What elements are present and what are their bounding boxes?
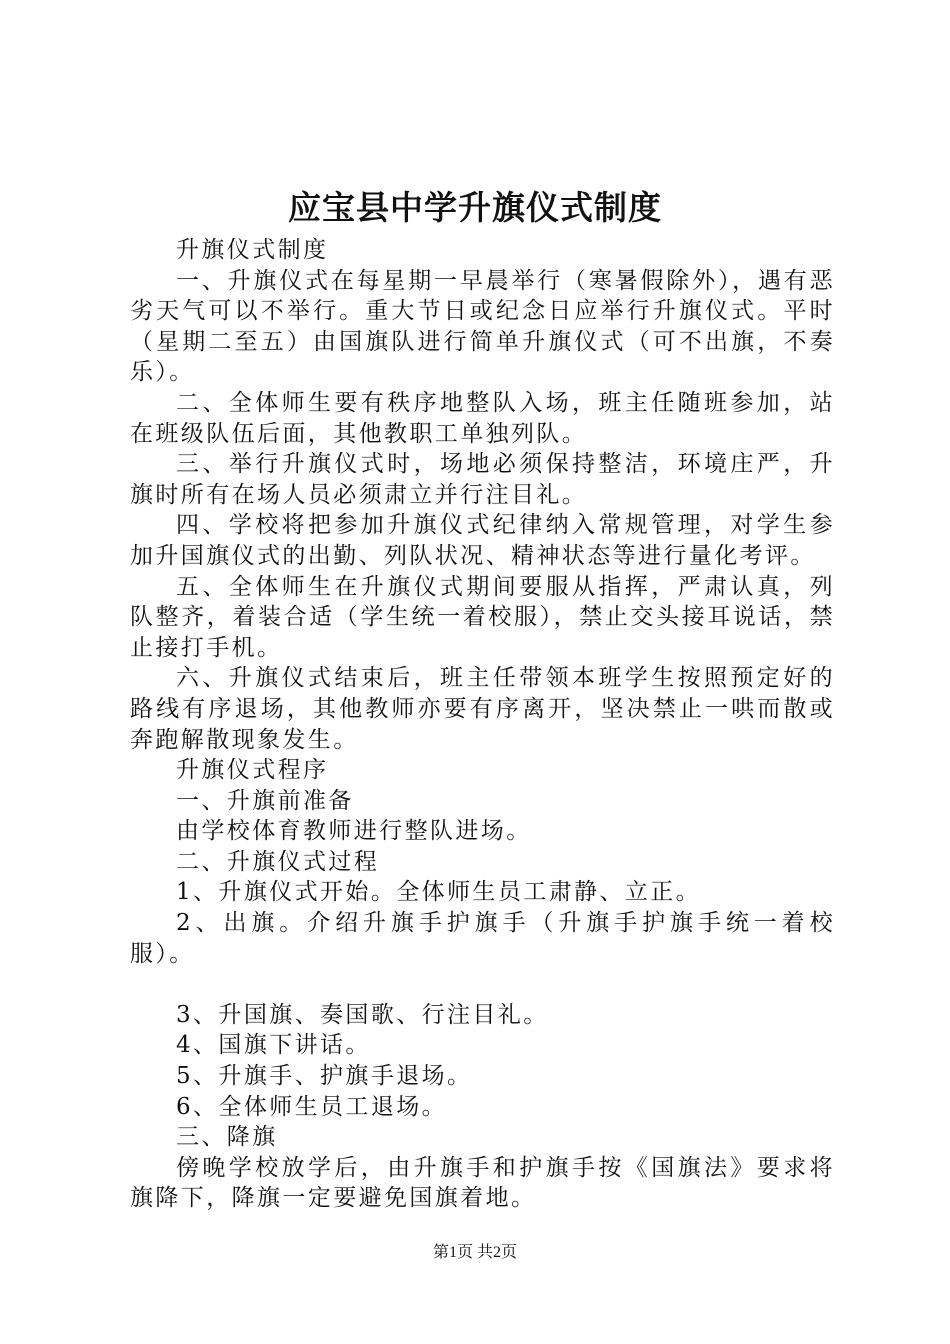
- rule-paragraph-6: 六、升旗仪式结束后，班主任带领本班学生按照预定好的路线有序退场，其他教师亦要有序离开，坚决禁止一哄而散或奔跑解散现象发生。: [130, 665, 835, 753]
- procedure-step-4: 4、国旗下讲话。: [176, 1032, 371, 1059]
- document-title: 应宝县中学升旗仪式制度: [288, 188, 662, 227]
- procedure-step-3: 3、升国旗、奏国歌、行注目礼。: [176, 1001, 549, 1028]
- procedure-heading-prep: 一、升旗前准备: [176, 787, 354, 814]
- document-body: [130, 235, 835, 1214]
- rule-paragraph-2: 二、全体师生要有秩序地整队入场，班主任随班参加，站在班级队伍后面，其他教职工单独列队。: [130, 389, 835, 447]
- page-footer: 第1页 共2页: [432, 1244, 517, 1261]
- procedure-step-1: 1、升旗仪式开始。全体师生员工肃静、立正。: [176, 879, 702, 906]
- lowering-paragraph: 傍晚学校放学后，由升旗手和护旗手按《国旗法》要求将旗降下，降旗一定要避免国旗着地。: [130, 1154, 835, 1212]
- procedure-step-2: 2、出旗。介绍升旗手护旗手（升旗手护旗手统一着校服）。: [130, 910, 835, 967]
- blank-line: [130, 969, 835, 1000]
- rule-paragraph-3: 三、举行升旗仪式时，场地必须保持整洁，环境庄严，升旗时所有在场人员必须肃立并行注目礼。: [130, 451, 835, 508]
- rule-paragraph-1: 一、升旗仪式在每星期一早晨举行（寒暑假除外），遇有恶劣天气可以不举行。重大节日或纪念日应举行升旗仪式。平时（星期二至五）由国旗队进行简单升旗仪式（可不出旗，不奏乐）。: [130, 267, 835, 386]
- procedure-heading-process: 二、升旗仪式过程: [176, 848, 380, 875]
- procedure-paragraph: 由学校体育教师进行整队进场。: [176, 818, 532, 845]
- section-heading-rules: 升旗仪式制度: [176, 237, 329, 263]
- section-heading-procedure: 升旗仪式程序: [176, 757, 329, 784]
- rule-paragraph-4: 四、学校将把参加升旗仪式纪律纳入常规管理，对学生参加升国旗仪式的出勤、列队状况、精神状态等进行量化考评。: [130, 512, 835, 569]
- rule-paragraph-5: 五、全体师生在升旗仪式期间要服从指挥，严肃认真，列队整齐，着装合适（学生统一着校服），禁止交头接耳说话，禁止接打手机。: [130, 573, 835, 661]
- procedure-step-5: 5、升旗手、护旗手退场。: [176, 1063, 473, 1090]
- procedure-step-6: 6、全体师生员工退场。: [176, 1093, 448, 1120]
- procedure-heading-lowering: 三、降旗: [176, 1124, 278, 1151]
